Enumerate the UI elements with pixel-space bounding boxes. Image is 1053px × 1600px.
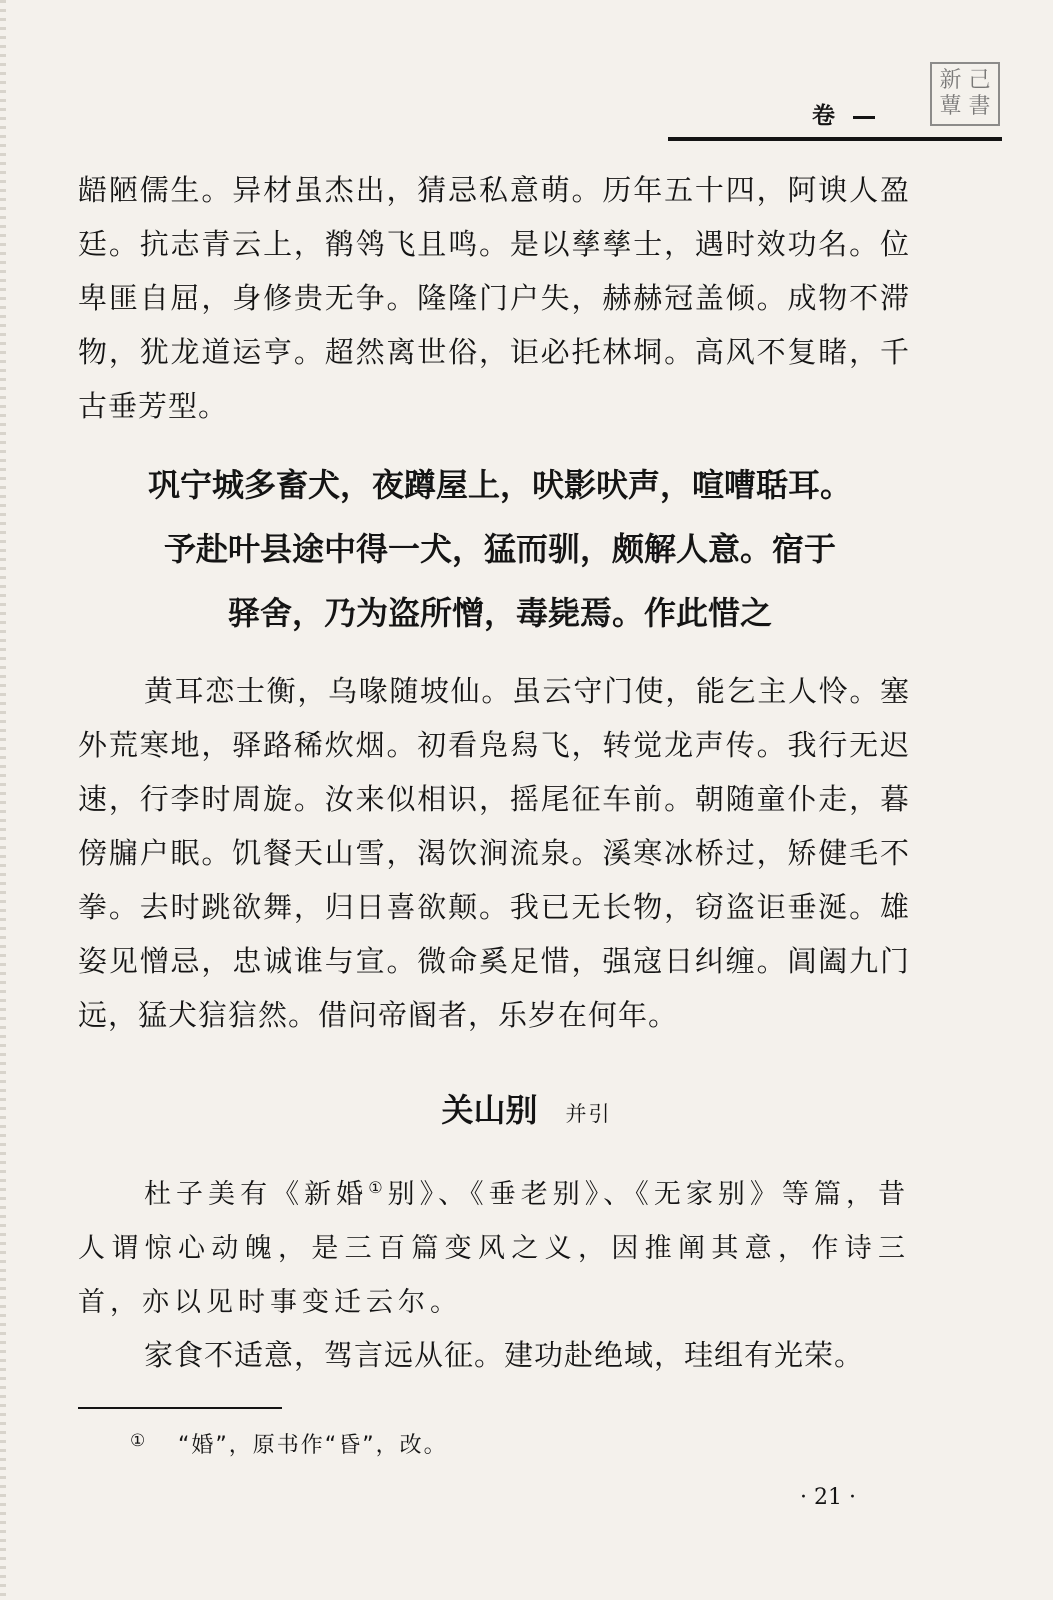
seal-char: 新: [939, 68, 962, 93]
volume-dash: [853, 116, 875, 119]
poem-3-title: [0, 1085, 1053, 1131]
poem-3-title-note: 并引: [565, 1102, 612, 1126]
collection-seal: [930, 62, 1000, 126]
poem-2-title-line: 巩宁城多畜犬，夜蹲屋上，吠影吠声，喧嘈聒耳。: [147, 466, 852, 504]
poem-1-text: 龉陋儒生。异材虽杰出，猜忌私意萌。历年五十四，阿谀人盈廷。抗志青云上，鹡鸰飞且鸣。是以孳孳士，遇时效功名。位卑匪自屈，身修贵无争。隆隆门户失，赫赫冠盖倾。成物不滞物，犹龙道运亨。超然离世俗，讵必托林垌。高风不复睹，千古垂芳型。: [78, 173, 910, 423]
header-rule: [668, 137, 1002, 141]
poem-2-title-line: 予赴叶县途中得一犬，猛而驯，颇解人意。宿于: [163, 530, 836, 568]
footnote: [132, 1428, 448, 1459]
poem-2-text: 黄耳恋士衡，乌喙随坡仙。虽云守门使，能乞主人怜。塞外荒寒地，驿路稀炊烟。初看凫舄飞，转觉龙声传。我行无迟速，行李时周旋。汝来似相识，摇尾征车前。朝随童仆走，暮傍牖户眠。饥餐天山雪，渴饮涧流泉。溪寒冰桥过，矫健毛不拳。去时跳欲舞，归日喜欲颠。我已无长物，窃盗讵垂涎。雄姿见憎忌，忠诚谁与宣。微命奚足惜，强寇日纠缠。阊阖九门远，猛犬狺狺然。借问帝阍者，乐岁在何年。: [78, 674, 910, 1032]
poem-2-title-line: 驿舍，乃为盗所憎，毒毙焉。作此惜之: [227, 594, 772, 632]
seal-char: 己: [968, 68, 991, 93]
footnote-rule: [78, 1407, 282, 1409]
preface-text-2: 别》、《垂老别》、《无家别》等篇，昔人谓惊心动魄，是三百篇变风之义，因推阐其意，作诗三首，亦以见时事变迁云尔。: [78, 1179, 911, 1318]
footnote-mark: ①: [130, 1431, 148, 1451]
poem-3-title-text: 关山别: [441, 1091, 538, 1129]
seal-char: 書: [968, 94, 991, 119]
footnote-ref: ①: [368, 1178, 388, 1197]
footnote-text: “婚”，原书作“昏”，改。: [178, 1433, 448, 1458]
seal-char: 蕈: [939, 94, 962, 119]
page-edge: [0, 0, 6, 1600]
volume-label: 卷: [812, 102, 841, 129]
preface-text-1: 杜子美有《新婚: [144, 1179, 369, 1210]
poem-3-preface: [78, 1161, 910, 1330]
running-header: [812, 97, 875, 130]
poem-3-first-line: 家食不适意，驾言远从征。建功赴绝域，珪组有光荣。: [144, 1338, 865, 1372]
page-number: · 21 ·: [800, 1485, 856, 1510]
